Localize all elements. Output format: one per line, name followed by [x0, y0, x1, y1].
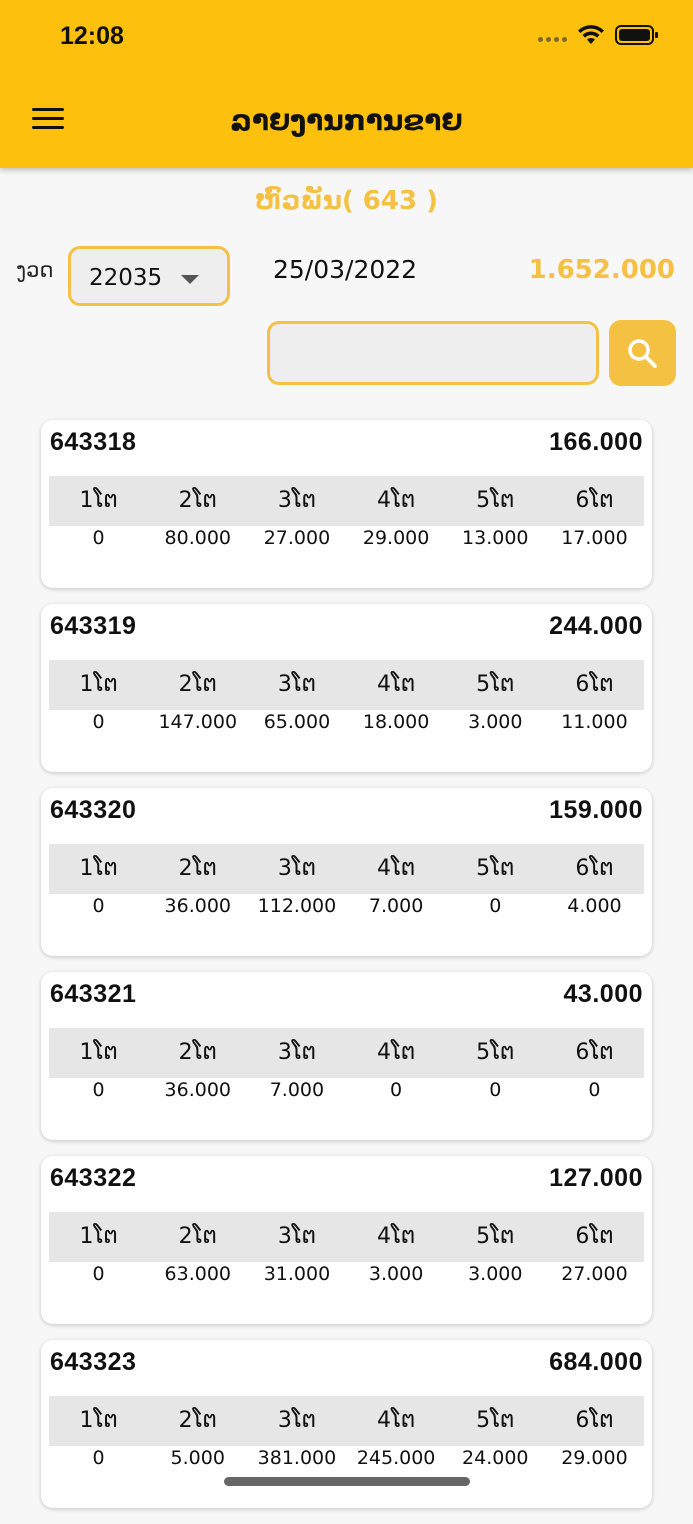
- column-value: 7.000: [269, 1079, 325, 1101]
- column-header: 5ໂຕ: [476, 488, 515, 513]
- sales-card[interactable]: [41, 1156, 652, 1324]
- column-header: 3ໂຕ: [277, 1040, 317, 1065]
- column-header: 5ໂຕ: [476, 1408, 515, 1433]
- column-value: 0: [489, 895, 502, 917]
- column-value: 7.000: [368, 895, 424, 917]
- column-value: 0: [92, 527, 105, 549]
- sales-list: [41, 420, 652, 1524]
- date-text[interactable]: 25/03/2022: [273, 255, 418, 284]
- sales-card[interactable]: [41, 420, 652, 588]
- status-time: 12:08: [60, 22, 124, 50]
- column-header: 4ໂຕ: [376, 1224, 416, 1249]
- sales-card[interactable]: [41, 604, 652, 772]
- column-value: 27.000: [561, 1263, 628, 1285]
- column-value: 112.000: [257, 895, 337, 917]
- column-header: 4ໂຕ: [376, 1408, 416, 1433]
- card-value-row: [49, 1446, 644, 1470]
- column-header: 5ໂຕ: [476, 1224, 515, 1249]
- card-value-row: [49, 710, 644, 734]
- column-header: 3ໂຕ: [277, 856, 317, 881]
- column-value: 3.000: [368, 1263, 424, 1285]
- card-value-row: [49, 526, 644, 550]
- column-header: 6ໂຕ: [575, 1224, 614, 1249]
- column-value: 24.000: [462, 1447, 529, 1469]
- column-header: 2ໂຕ: [178, 488, 217, 513]
- column-value: 27.000: [263, 527, 331, 549]
- column-header: 5ໂຕ: [476, 672, 515, 697]
- card-amount: 43.000: [563, 980, 643, 1008]
- column-value: 3.000: [468, 711, 523, 733]
- column-value: 18.000: [362, 711, 430, 733]
- column-value: 80.000: [164, 527, 231, 549]
- column-value: 0: [588, 1079, 601, 1101]
- home-indicator[interactable]: [224, 1477, 470, 1486]
- column-value: 0: [92, 1447, 105, 1469]
- column-header: 1ໂຕ: [79, 1408, 118, 1433]
- column-header: 4ໂຕ: [376, 856, 416, 881]
- card-amount: 159.000: [549, 796, 643, 824]
- column-value: 36.000: [164, 895, 231, 917]
- card-header-row: [49, 844, 644, 894]
- column-header: 3ໂຕ: [277, 672, 317, 697]
- column-header: 5ໂຕ: [476, 856, 515, 881]
- card-id: 643322: [50, 1164, 137, 1192]
- column-value: 36.000: [164, 1079, 231, 1101]
- card-amount: 684.000: [549, 1348, 643, 1376]
- column-value: 4.000: [567, 895, 622, 917]
- card-header-row: [49, 1212, 644, 1262]
- column-value: 0: [489, 1079, 502, 1101]
- search-input[interactable]: [267, 321, 599, 385]
- column-value: 381.000: [257, 1447, 337, 1469]
- search-button[interactable]: [609, 320, 676, 386]
- column-header: 3ໂຕ: [277, 1224, 317, 1249]
- column-header: 1ໂຕ: [79, 1040, 118, 1065]
- card-header-row: [49, 1028, 644, 1078]
- page-title: ລາຍງານການຂາຍ: [230, 104, 463, 137]
- cellular-signal-icon: [538, 37, 567, 42]
- period-value: 22035: [89, 265, 163, 291]
- column-header: 6ໂຕ: [575, 672, 614, 697]
- column-header: 2ໂຕ: [178, 856, 217, 881]
- column-header: 6ໂຕ: [575, 1408, 614, 1433]
- column-header: 4ໂຕ: [376, 1040, 416, 1065]
- subtitle: ຫົວພັນ( 643 ): [255, 186, 438, 216]
- column-value: 0: [390, 1079, 403, 1101]
- app-bar: [0, 0, 693, 168]
- column-value: 29.000: [362, 527, 430, 549]
- column-value: 0: [92, 711, 105, 733]
- column-header: 3ໂຕ: [277, 1408, 317, 1433]
- card-value-row: [49, 1262, 644, 1286]
- battery-icon: [615, 24, 659, 46]
- column-header: 6ໂຕ: [575, 1040, 614, 1065]
- card-id: 643321: [50, 980, 137, 1008]
- card-id: 643323: [50, 1348, 137, 1376]
- card-value-row: [49, 894, 644, 918]
- sales-card[interactable]: [41, 972, 652, 1140]
- column-value: 245.000: [356, 1447, 436, 1469]
- column-value: 29.000: [561, 1447, 628, 1469]
- column-value: 11.000: [561, 711, 628, 733]
- column-header: 1ໂຕ: [79, 1224, 118, 1249]
- column-header: 1ໂຕ: [79, 856, 118, 881]
- column-value: 0: [92, 895, 105, 917]
- sales-card[interactable]: [41, 788, 652, 956]
- column-header: 2ໂຕ: [178, 1408, 217, 1433]
- column-header: 5ໂຕ: [476, 1040, 515, 1065]
- period-dropdown[interactable]: [68, 246, 230, 306]
- column-header: 4ໂຕ: [376, 488, 416, 513]
- card-id: 643319: [50, 612, 137, 640]
- search-icon: [626, 337, 658, 369]
- column-value: 65.000: [263, 711, 331, 733]
- column-value: 17.000: [561, 527, 628, 549]
- column-value: 31.000: [263, 1263, 331, 1285]
- status-icons: [538, 24, 659, 46]
- period-label: ງວດ: [16, 258, 54, 282]
- card-header-row: [49, 660, 644, 710]
- card-amount: 166.000: [549, 428, 643, 456]
- column-value: 3.000: [468, 1263, 523, 1285]
- card-value-row: [49, 1078, 644, 1102]
- card-amount: 244.000: [549, 612, 643, 640]
- column-header: 3ໂຕ: [277, 488, 317, 513]
- card-header-row: [49, 1396, 644, 1446]
- column-header: 2ໂຕ: [178, 1224, 217, 1249]
- card-amount: 127.000: [549, 1164, 643, 1192]
- total-amount: 1.652.000: [528, 255, 675, 285]
- column-header: 2ໂຕ: [178, 1040, 217, 1065]
- column-header: 1ໂຕ: [79, 672, 118, 697]
- card-id: 643320: [50, 796, 137, 824]
- column-header: 6ໂຕ: [575, 856, 614, 881]
- card-header-row: [49, 476, 644, 526]
- caret-down-icon: [181, 275, 199, 284]
- column-value: 0: [92, 1263, 105, 1285]
- column-header: 2ໂຕ: [178, 672, 217, 697]
- column-value: 5.000: [170, 1447, 225, 1469]
- column-header: 6ໂຕ: [575, 488, 614, 513]
- card-id: 643318: [50, 428, 137, 456]
- column-header: 4ໂຕ: [376, 672, 416, 697]
- column-value: 0: [92, 1079, 105, 1101]
- wifi-icon: [577, 24, 605, 46]
- column-value: 13.000: [462, 527, 529, 549]
- column-value: 63.000: [164, 1263, 231, 1285]
- column-header: 1ໂຕ: [79, 488, 118, 513]
- column-value: 147.000: [158, 711, 238, 733]
